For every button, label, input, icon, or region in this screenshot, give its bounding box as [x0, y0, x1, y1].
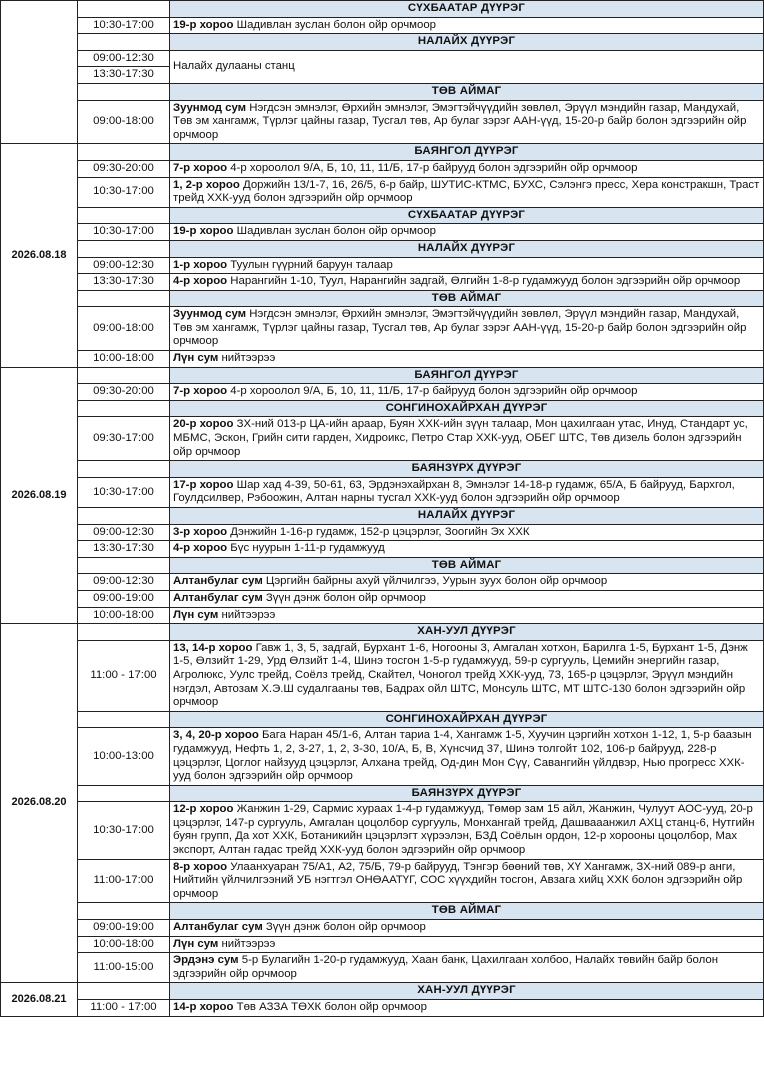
time-cell: 10:30-17:00 [78, 224, 170, 241]
schedule-row [1, 640, 764, 711]
area-name: 3, 4, 20-р хороо [173, 729, 259, 742]
area-description [170, 477, 764, 507]
schedule-row [1, 590, 764, 607]
area-details: Бүс нуурын 1-11-р гудамжууд [227, 542, 385, 555]
schedule-row [1, 224, 764, 241]
area-description [170, 50, 764, 83]
area-description [170, 160, 764, 177]
blank-cell [78, 785, 170, 802]
area-description [170, 100, 764, 144]
area-description [170, 1000, 764, 1017]
district-header: ТӨВ АЙМАГ [170, 903, 764, 920]
district-row [1, 557, 764, 574]
area-description [170, 224, 764, 241]
area-name: Лүн сум [173, 937, 219, 950]
area-details: нийтээрээ [218, 937, 276, 950]
district-header: БАЯНГОЛ ДҮҮРЭГ [170, 144, 764, 161]
area-name: Лүн сум [173, 608, 219, 621]
schedule-row [1, 524, 764, 541]
blank-cell [78, 240, 170, 257]
time-cell: 10:30-17:00 [78, 802, 170, 859]
area-details: Жанжин 1-29, Сармис хураах 1-4-р гудамжууд, Төмөр зам 15 айл, Жанжин, Чулуут АОС-ууд, 20-р цэцэрлэг, 147-р сургууль, Амгалан цоцолбор сургууль, Монхангай трейд, Дашвааанжил АХЦ станц-6, Нутгийн буян групп, Да хот ХХК, Ботаникийн цэцэрлэгт хүрээлэн, БЗД Соёлын ордон, 12-р хорооны цоцолбор, Мах экспорт, Алтан гадас трейд ХХК-ууд болон эдгээрийн ойр орчмоор [173, 803, 755, 857]
time-cell: 09:00-12:30 [78, 524, 170, 541]
schedule-row [1, 177, 764, 207]
district-header: ТӨВ АЙМАГ [170, 557, 764, 574]
area-description [170, 524, 764, 541]
district-row [1, 461, 764, 478]
area-details: Туулын гүүрний баруун талаар [227, 258, 393, 271]
area-name: 14-р хороо [173, 1001, 234, 1013]
area-description [170, 17, 764, 34]
area-details: Шар хад 4-39, 50-61, 63, Эрдэнэхайрхан 8, Эмнэлэг 14-18-р гудамж, 65/А, Б байрууд, Бархгол, Гоулдсилвер, Рэбоожин, Алтан нарны тусгал ХХК-ууд болон эдгээрийн ойр орчмоор [173, 478, 735, 505]
blank-cell [78, 367, 170, 384]
schedule-row [1, 1000, 764, 1017]
district-row [1, 711, 764, 728]
area-description [170, 920, 764, 937]
schedule-row [1, 100, 764, 144]
area-name: 13, 14-р хороо [173, 641, 253, 654]
schedule-row [1, 274, 764, 291]
area-description [170, 541, 764, 558]
date-cell: 2026.08.21 [1, 983, 78, 1016]
schedule-row [1, 160, 764, 177]
district-row [1, 785, 764, 802]
district-header: НАЛАЙХ ДҮҮРЭГ [170, 34, 764, 51]
schedule-row [1, 417, 764, 461]
date-cell: 2026.08.20 [1, 624, 78, 983]
district-row [1, 367, 764, 384]
date-cell: 2026.08.19 [1, 367, 78, 624]
blank-cell [78, 290, 170, 307]
time-cell: 10:00-18:00 [78, 607, 170, 624]
time-cell: 09:00-18:00 [78, 100, 170, 144]
area-name: 7-р хороо [173, 385, 228, 398]
time-cell: 09:00-19:00 [78, 590, 170, 607]
district-row [1, 1, 764, 18]
area-details: Шадивлан зуслан болон ойр орчмоор [233, 225, 436, 238]
time-cell: 11:00-15:00 [78, 953, 170, 983]
time-cell: 11:00-17:00 [78, 859, 170, 903]
area-details: Зүүн дэнж болон ойр орчмоор [262, 921, 426, 934]
area-details: нийтээрээ [218, 352, 276, 365]
schedule-row [1, 477, 764, 507]
district-header: ХАН-УУЛ ДҮҮРЭГ [170, 983, 764, 1000]
schedule-row [1, 541, 764, 558]
time-cell: 09:30-20:00 [78, 384, 170, 401]
district-header: БАЯНГОЛ ДҮҮРЭГ [170, 367, 764, 384]
district-header: СҮХБААТАР ДҮҮРЭГ [170, 1, 764, 18]
blank-cell [78, 207, 170, 224]
district-header: ХАН-УУЛ ДҮҮРЭГ [170, 624, 764, 641]
area-description [170, 640, 764, 711]
time-cell: 09:00-19:00 [78, 920, 170, 937]
area-details: 4-р хороолол 9/А, Б, 10, 11, 11/Б, 17-р байрууд болон эдгээрийн ойр орчмоор [227, 161, 638, 174]
schedule-row [1, 384, 764, 401]
district-header: НАЛАЙХ ДҮҮРЭГ [170, 240, 764, 257]
schedule-row [1, 802, 764, 859]
district-row [1, 144, 764, 161]
area-details: 5-р Булагийн 1-20-р гудамжууд, Хаан банк, Цахилгаан холбоо, Налайх төвийн байр болон эдгээрийн ойр орчмоор [173, 954, 718, 980]
area-details: Нэгдсэн эмнэлэг, Өрхийн эмнэлэг, Эмэгтэйчүүдийн зөвлөл, Эрүүл мэндийн газар, Мандухай, Төв эм хангамж, Түрлэг цайны газар, Тусгал төв, Ар булаг зэрэг ААН-үүд, 15-20-р байр болон эдгээрийн ойр орчмоор [173, 101, 747, 141]
time-cell: 10:00-18:00 [78, 936, 170, 953]
area-description [170, 384, 764, 401]
area-description [170, 274, 764, 291]
time-cell: 09:00-12:30 [78, 257, 170, 274]
district-header: ТӨВ АЙМАГ [170, 83, 764, 100]
schedule-row [1, 953, 764, 983]
area-name: 4-р хороо [173, 542, 228, 555]
area-details: Улаанхуаран 75/А1, А2, 75/Б, 79-р байрууд, Тэнгэр бөөний төв, ХҮ Хангамж, ЗХ-ний 089-р анги, Нийтийн үйлчилгээний УБ нэгтгэл ОНӨААТҮГ, СОС хүүхдийн тосгон, Авзага хийц ХХК болон эдгээрийн ойр орчмоор [173, 860, 743, 900]
area-details: Нэгдсэн эмнэлэг, Өрхийн эмнэлэг, Эмэгтэйчүүдийн зөвлөл, Эрүүл мэндийн газар, Мандухай, Төв эм хангамж, Түрлэг цайны газар, Тусгал төв, Ар булаг зэрэг ААН-үүд, 15-20-р байр болон эдгээрийн ойр орчмоор [173, 308, 747, 348]
district-row [1, 34, 764, 51]
area-description [170, 936, 764, 953]
time-cell: 10:00-18:00 [78, 351, 170, 368]
district-header: ТӨВ АЙМАГ [170, 290, 764, 307]
time-cell: 13:30-17:30 [78, 67, 170, 84]
area-name: 1, 2-р хороо [173, 178, 240, 191]
district-header: НАЛАЙХ ДҮҮРЭГ [170, 508, 764, 525]
blank-cell [78, 624, 170, 641]
area-name: Эрдэнэ сум [173, 954, 239, 967]
area-name: 19-р хороо [173, 225, 234, 238]
area-description [170, 953, 764, 983]
schedule-row [1, 728, 764, 785]
district-row [1, 508, 764, 525]
area-name: Алтанбулаг сум [173, 591, 263, 604]
blank-cell [78, 34, 170, 51]
blank-cell [78, 711, 170, 728]
blank-cell [78, 144, 170, 161]
area-details: нийтээрээ [218, 608, 276, 621]
time-cell: 10:00-13:00 [78, 728, 170, 785]
district-row [1, 624, 764, 641]
district-header: СҮХБААТАР ДҮҮРЭГ [170, 207, 764, 224]
schedule-row [1, 859, 764, 903]
schedule-row [1, 307, 764, 351]
schedule-row [1, 50, 764, 67]
area-name: 17-р хороо [173, 478, 234, 491]
schedule-row [1, 920, 764, 937]
blank-cell [78, 903, 170, 920]
area-name: Зуунмод сум [173, 101, 247, 114]
district-row [1, 83, 764, 100]
area-description [170, 351, 764, 368]
district-header: БАЯНЗҮРХ ДҮҮРЭГ [170, 785, 764, 802]
area-name: Алтанбулаг сум [173, 575, 263, 588]
district-header: СОНГИНОХАЙРХАН ДҮҮРЭГ [170, 400, 764, 417]
blank-cell [78, 1, 170, 18]
time-cell: 09:30-20:00 [78, 160, 170, 177]
area-details: Цэргийн байрны ахуй үйлчилгээ, Уурын зуух болон ойр орчмоор [262, 575, 608, 588]
area-details: 4-р хороолол 9/А, Б, 10, 11, 11/Б, 17-р байрууд болон эдгээрийн ойр орчмоор [227, 385, 638, 398]
time-cell: 11:00 - 17:00 [78, 640, 170, 711]
area-name: Алтанбулаг сум [173, 921, 263, 934]
time-cell: 10:30-17:00 [78, 477, 170, 507]
area-name: 19-р хороо [173, 18, 234, 31]
time-cell: 13:30-17:30 [78, 541, 170, 558]
area-description [170, 802, 764, 859]
schedule-row [1, 574, 764, 591]
area-name: 8-р хороо [173, 860, 228, 873]
area-name: 3-р хороо [173, 525, 228, 538]
schedule-row [1, 351, 764, 368]
blank-cell [78, 400, 170, 417]
blank-cell [78, 557, 170, 574]
area-details: ЗХ-ний 013-р ЦА-ийн араар, Буян ХХК-ийн зүүн талаар, Мон цахилгаан утас, Инуд, Стандарт ус, МБМС, Эскон, Грийн сити гарден, Хидроикс, Петро Стар ХХК-ууд, ОБЕГ ШТС, Төв дизель болон эдгээрийн ойр орчмоор [173, 418, 748, 458]
time-cell: 10:30-17:00 [78, 17, 170, 34]
district-row [1, 983, 764, 1000]
area-details: Дэнжийн 1-16-р гудамж, 152-р цэцэрлэг, Зоогийн Эх ХХК [227, 525, 530, 538]
area-description [170, 257, 764, 274]
area-name: 12-р хороо [173, 803, 234, 816]
district-header: СОНГИНОХАЙРХАН ДҮҮРЭГ [170, 711, 764, 728]
schedule-row [1, 17, 764, 34]
area-description [170, 574, 764, 591]
district-row [1, 207, 764, 224]
time-cell: 09:00-12:30 [78, 50, 170, 67]
time-cell: 09:30-17:00 [78, 417, 170, 461]
area-description [170, 177, 764, 207]
area-description [170, 728, 764, 785]
area-description [170, 590, 764, 607]
schedule-row [1, 257, 764, 274]
date-cell [1, 1, 78, 144]
time-cell: 13:30-17:30 [78, 274, 170, 291]
area-name: 20-р хороо [173, 418, 234, 431]
area-description [170, 859, 764, 903]
schedule-row [1, 607, 764, 624]
schedule-row [1, 936, 764, 953]
district-row [1, 240, 764, 257]
date-cell: 2026.08.18 [1, 144, 78, 367]
area-details: Шадивлан зуслан болон ойр орчмоор [233, 18, 436, 31]
area-details: Налайх дулааны станц [173, 60, 295, 73]
area-details: Төв АЗЗА ТӨХК болон ойр орчмоор [233, 1001, 427, 1013]
time-cell: 10:30-17:00 [78, 177, 170, 207]
area-details: Гавж 1, 3, 5, задгай, Бурхант 1-6, Ногооны 3, Амгалан хотхон, Барилга 1-5, Бурхант 1-5, Дэнж 1-5, Өлзийт 1-29, Урд Өлзийт 1-4, Шинэ тосгон 1-5-р гудамжууд, 59-р сургууль, Цемийн энергийн газар, Агролюкс, Уулс трейд, Соёлз трейд, Скайтел, Чоногол трейд ХХК-ууд, 73, 165-р цэцэрлэг, Эрүүл мэндийн нэгдэл, Автозам Х.Э.Ш судалгааны төв, Бадрах ойл ШТС, Монсуль ШТС, МТ ШТС-130 болон эдгээрийн ойр орчмоор [173, 641, 748, 709]
area-name: Зуунмод сум [173, 308, 247, 321]
area-name: 1-р хороо [173, 258, 228, 271]
area-details: Нарангийн 1-10, Туул, Нарангийн задгай, Өлгийн 1-8-р гудамжууд болон эдгээрийн ойр орчмоор [227, 275, 741, 288]
area-description [170, 307, 764, 351]
district-row [1, 903, 764, 920]
area-details: Бага Наран 45/1-6, Алтан тариа 1-4, Хангамж 1-5, Хуучин цэргийн хотхон 1-12, 1, 5-р баазын гудамжууд, Нефть 1, 2, 3-27, 1, 2, 3-30, 10/А, Б, В, Хүнсчид 37, Шинэ толгойт 102, 106-р байрууд, 228-р цэцэрлэг, Цоглог найзууд цэцэрлэг, Алхана трейд, Од-дин Мон Сүү, Савангийн үйлдвэр, Нью прогресс ХХК-ууд болон эдгээрийн ойр орчмоор [173, 729, 752, 783]
area-description [170, 417, 764, 461]
area-name: 7-р хороо [173, 161, 228, 174]
area-name: 4-р хороо [173, 275, 228, 288]
district-row [1, 400, 764, 417]
time-cell: 09:00-12:30 [78, 574, 170, 591]
area-description [170, 607, 764, 624]
blank-cell [78, 83, 170, 100]
district-header: БАЯНЗҮРХ ДҮҮРЭГ [170, 461, 764, 478]
blank-cell [78, 983, 170, 1000]
area-name: Лүн сум [173, 352, 219, 365]
district-row [1, 290, 764, 307]
area-details: Зүүн дэнж болон ойр орчмоор [262, 591, 426, 604]
time-cell: 11:00 - 17:00 [78, 1000, 170, 1017]
blank-cell [78, 508, 170, 525]
area-details: Доржийн 13/1-7, 16, 26/5, 6-р байр, ШУТИС-КТМС, БУХС, Сэлэнгэ пресс, Хера констракшн, Траст трейд ХХК-ууд болон эдгээрийн ойр орчмоор [173, 178, 760, 205]
time-cell: 09:00-18:00 [78, 307, 170, 351]
blank-cell [78, 461, 170, 478]
